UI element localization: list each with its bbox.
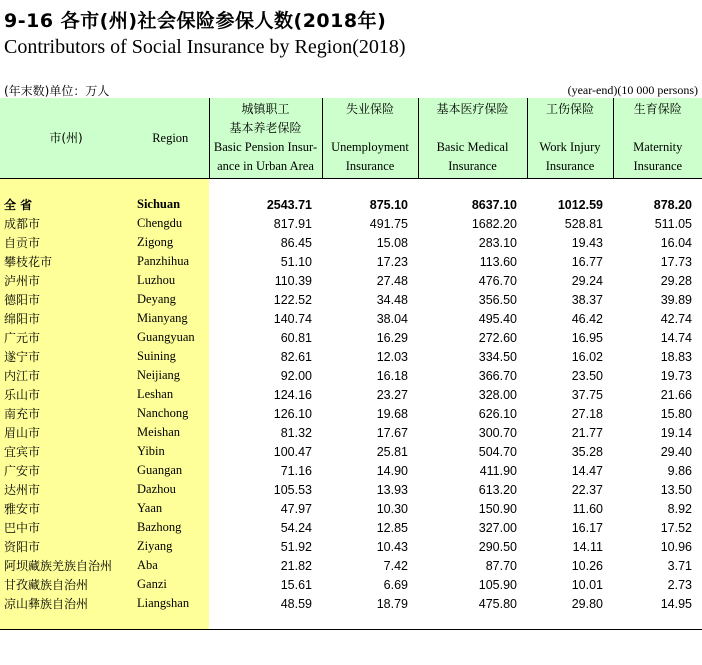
table-row [0, 404, 702, 423]
cell-pension: 100.47 [273, 444, 312, 459]
header-maternity: 生育保险 Maternity Insurance [613, 98, 702, 179]
table-row [0, 385, 702, 404]
cell-medical: 411.90 [479, 463, 517, 478]
cell-maternity: 29.28 [660, 273, 692, 288]
cell-maternity: 511.05 [654, 216, 692, 231]
cell-injury: 14.47 [571, 463, 603, 478]
cell-pension: 21.82 [280, 558, 312, 573]
region-name-en: Aba [132, 556, 209, 575]
cell-pension: 124.16 [273, 387, 312, 402]
region-name-cn: 自贡市 [0, 233, 132, 252]
table-row [0, 290, 702, 309]
page-title-en: Contributors of Social Insurance by Region(2018) [4, 36, 406, 58]
cell-injury: 38.37 [571, 292, 603, 307]
table-row [0, 214, 702, 233]
cell-pension: 71.16 [280, 463, 312, 478]
total-medical: 8637.10 [471, 197, 517, 212]
cell-pension: 110.39 [274, 273, 312, 288]
header-pension: 城镇职工 基本养老保险 Basic Pension Insur- ance in Urban Area [209, 98, 322, 179]
cell-pension: 51.10 [280, 254, 312, 269]
cell-unemployment: 17.67 [376, 425, 408, 440]
region-name-cn: 宜宾市 [0, 442, 132, 461]
cell-maternity: 17.52 [660, 520, 692, 535]
region-name-en: Guangyuan [132, 328, 209, 347]
cell-pension: 126.10 [273, 406, 312, 421]
cell-pension: 82.61 [280, 349, 312, 364]
region-name-cn: 凉山彝族自治州 [0, 594, 132, 613]
total-pension: 2543.71 [266, 197, 312, 212]
table-row [0, 518, 702, 537]
region-name-cn: 达州市 [0, 480, 132, 499]
cell-injury: 10.26 [571, 558, 603, 573]
cell-pension: 122.52 [273, 292, 312, 307]
region-name-en: Leshan [132, 385, 209, 404]
cell-unemployment: 15.08 [376, 235, 408, 250]
region-name-cn: 眉山市 [0, 423, 132, 442]
table-row [0, 366, 702, 385]
region-name-cn: 资阳市 [0, 537, 132, 556]
region-name-cn: 攀枝花市 [0, 252, 132, 271]
cell-pension: 54.24 [280, 520, 312, 535]
spacer-row [0, 179, 702, 196]
cell-unemployment: 13.93 [376, 482, 408, 497]
cell-injury: 14.11 [572, 539, 603, 554]
region-name-cn: 成都市 [0, 214, 132, 233]
region-name-en: Nanchong [132, 404, 209, 423]
cell-maternity: 14.95 [660, 596, 692, 611]
total-injury: 1012.59 [557, 197, 603, 212]
cell-pension: 817.91 [273, 216, 312, 231]
region-name-cn: 内江市 [0, 366, 132, 385]
cell-injury: 35.28 [571, 444, 603, 459]
table-row [0, 309, 702, 328]
cell-medical: 495.40 [478, 311, 517, 326]
cell-maternity: 3.71 [667, 558, 692, 573]
header-medical: 基本医疗保险 Basic Medical Insurance [418, 98, 527, 179]
cell-injury: 22.37 [571, 482, 603, 497]
cell-pension: 140.74 [273, 311, 312, 326]
header-city-cn: 市(州) [0, 98, 132, 179]
cell-medical: 366.70 [478, 368, 517, 383]
cell-medical: 613.20 [478, 482, 517, 497]
region-name-en: Mianyang [132, 309, 209, 328]
cell-injury: 46.42 [571, 311, 603, 326]
cell-pension: 47.97 [280, 501, 312, 516]
cell-injury: 16.02 [571, 349, 603, 364]
cell-injury: 528.81 [564, 216, 603, 231]
cell-medical: 113.60 [479, 254, 517, 269]
cell-medical: 150.90 [478, 501, 517, 516]
cell-maternity: 14.74 [660, 330, 692, 345]
cell-medical: 504.70 [478, 444, 517, 459]
cell-unemployment: 17.23 [376, 254, 408, 269]
cell-medical: 290.50 [478, 539, 517, 554]
unit-label-cn: (年末数)单位：万人 [4, 84, 110, 98]
cell-unemployment: 491.75 [369, 216, 408, 231]
cell-pension: 51.92 [280, 539, 312, 554]
cell-injury: 16.17 [571, 520, 603, 535]
page-title-cn: 9-16 各市(州)社会保险参保人数(2018年) [4, 10, 387, 32]
total-en: Sichuan [132, 195, 209, 214]
cell-medical: 272.60 [478, 330, 517, 345]
table-row [0, 499, 702, 518]
cell-injury: 10.01 [571, 577, 603, 592]
cell-medical: 283.10 [478, 235, 517, 250]
cell-medical: 300.70 [478, 425, 517, 440]
filler-row [0, 613, 702, 630]
cell-unemployment: 10.30 [376, 501, 408, 516]
cell-unemployment: 14.90 [376, 463, 408, 478]
table-header-row [0, 98, 702, 179]
cell-unemployment: 7.42 [383, 558, 408, 573]
total-unemployment: 875.10 [369, 197, 408, 212]
cell-unemployment: 12.85 [376, 520, 408, 535]
cell-pension: 81.32 [280, 425, 312, 440]
table-row [0, 252, 702, 271]
region-name-cn: 甘孜藏族自治州 [0, 575, 132, 594]
region-name-cn: 绵阳市 [0, 309, 132, 328]
cell-injury: 37.75 [571, 387, 603, 402]
cell-medical: 356.50 [478, 292, 517, 307]
region-name-cn: 德阳市 [0, 290, 132, 309]
table-row [0, 537, 702, 556]
cell-unemployment: 18.79 [376, 596, 408, 611]
table-row [0, 233, 702, 252]
total-row [0, 195, 702, 214]
cell-maternity: 21.66 [660, 387, 692, 402]
cell-medical: 1682.20 [471, 216, 517, 231]
cell-medical: 475.80 [478, 596, 517, 611]
cell-maternity: 29.40 [660, 444, 692, 459]
cell-maternity: 19.73 [660, 368, 692, 383]
cell-injury: 11.60 [572, 501, 603, 516]
cell-injury: 29.24 [571, 273, 603, 288]
region-name-cn: 广元市 [0, 328, 132, 347]
cell-unemployment: 23.27 [376, 387, 408, 402]
cell-maternity: 8.92 [667, 501, 692, 516]
header-unemployment: 失业保险 Unemployment Insurance [322, 98, 418, 179]
cell-maternity: 17.73 [660, 254, 692, 269]
region-name-en: Luzhou [132, 271, 209, 290]
cell-unemployment: 34.48 [376, 292, 408, 307]
table-row [0, 271, 702, 290]
table-row [0, 347, 702, 366]
total-cn: 全 省 [0, 195, 132, 214]
cell-medical: 327.00 [478, 520, 517, 535]
cell-injury: 16.77 [571, 254, 603, 269]
region-name-cn: 广安市 [0, 461, 132, 480]
cell-medical: 334.50 [478, 349, 517, 364]
cell-injury: 29.80 [571, 596, 603, 611]
cell-maternity: 10.96 [660, 539, 692, 554]
cell-unemployment: 10.43 [376, 539, 408, 554]
region-name-en: Liangshan [132, 594, 209, 613]
cell-pension: 60.81 [280, 330, 312, 345]
cell-injury: 27.18 [571, 406, 603, 421]
cell-pension: 86.45 [280, 235, 312, 250]
cell-maternity: 19.14 [660, 425, 692, 440]
table-row [0, 480, 702, 499]
region-name-en: Bazhong [132, 518, 209, 537]
region-name-en: Zigong [132, 233, 209, 252]
cell-unemployment: 25.81 [376, 444, 408, 459]
cell-unemployment: 12.03 [376, 349, 408, 364]
cell-maternity: 18.83 [660, 349, 692, 364]
region-name-cn: 巴中市 [0, 518, 132, 537]
total-maternity: 878.20 [653, 197, 692, 212]
region-name-cn: 泸州市 [0, 271, 132, 290]
region-name-en: Neijiang [132, 366, 209, 385]
table-row [0, 575, 702, 594]
cell-maternity: 42.74 [660, 311, 692, 326]
region-name-en: Yibin [132, 442, 209, 461]
header-region-en: Region [132, 98, 209, 179]
cell-unemployment: 38.04 [376, 311, 408, 326]
region-name-cn: 南充市 [0, 404, 132, 423]
cell-injury: 16.95 [571, 330, 603, 345]
cell-maternity: 9.86 [667, 463, 692, 478]
region-name-cn: 阿坝藏族羌族自治州 [0, 556, 132, 575]
table-row [0, 556, 702, 575]
region-name-cn: 乐山市 [0, 385, 132, 404]
cell-unemployment: 16.29 [376, 330, 408, 345]
region-name-en: Deyang [132, 290, 209, 309]
table-bottom-rule [0, 629, 702, 630]
cell-pension: 105.53 [273, 482, 312, 497]
table-row [0, 461, 702, 480]
cell-medical: 328.00 [478, 387, 517, 402]
cell-pension: 48.59 [280, 596, 312, 611]
cell-maternity: 2.73 [667, 577, 692, 592]
cell-unemployment: 19.68 [376, 406, 408, 421]
region-name-en: Panzhihua [132, 252, 209, 271]
region-name-en: Ganzi [132, 575, 209, 594]
table-row [0, 423, 702, 442]
region-name-en: Guangan [132, 461, 209, 480]
region-name-cn: 遂宁市 [0, 347, 132, 366]
table-row [0, 594, 702, 613]
region-name-en: Yaan [132, 499, 209, 518]
region-name-en: Meishan [132, 423, 209, 442]
table-row [0, 328, 702, 347]
insurance-table [0, 98, 702, 630]
region-name-en: Dazhou [132, 480, 209, 499]
cell-maternity: 39.89 [660, 292, 692, 307]
cell-pension: 92.00 [280, 368, 312, 383]
cell-injury: 21.77 [571, 425, 603, 440]
cell-medical: 87.70 [485, 558, 517, 573]
unit-label-en: (year-end)(10 000 persons) [567, 83, 698, 97]
cell-unemployment: 6.69 [383, 577, 408, 592]
header-injury: 工伤保险 Work Injury Insurance [527, 98, 613, 179]
cell-injury: 23.50 [571, 368, 603, 383]
cell-maternity: 16.04 [660, 235, 692, 250]
table-row [0, 442, 702, 461]
region-name-cn: 雅安市 [0, 499, 132, 518]
region-name-en: Ziyang [132, 537, 209, 556]
cell-maternity: 15.80 [660, 406, 692, 421]
region-name-en: Chengdu [132, 214, 209, 233]
cell-injury: 19.43 [571, 235, 603, 250]
cell-medical: 476.70 [478, 273, 517, 288]
cell-pension: 15.61 [280, 577, 312, 592]
cell-maternity: 13.50 [660, 482, 692, 497]
cell-medical: 105.90 [478, 577, 517, 592]
cell-unemployment: 16.18 [376, 368, 408, 383]
cell-unemployment: 27.48 [376, 273, 408, 288]
cell-medical: 626.10 [478, 406, 517, 421]
region-name-en: Suining [132, 347, 209, 366]
